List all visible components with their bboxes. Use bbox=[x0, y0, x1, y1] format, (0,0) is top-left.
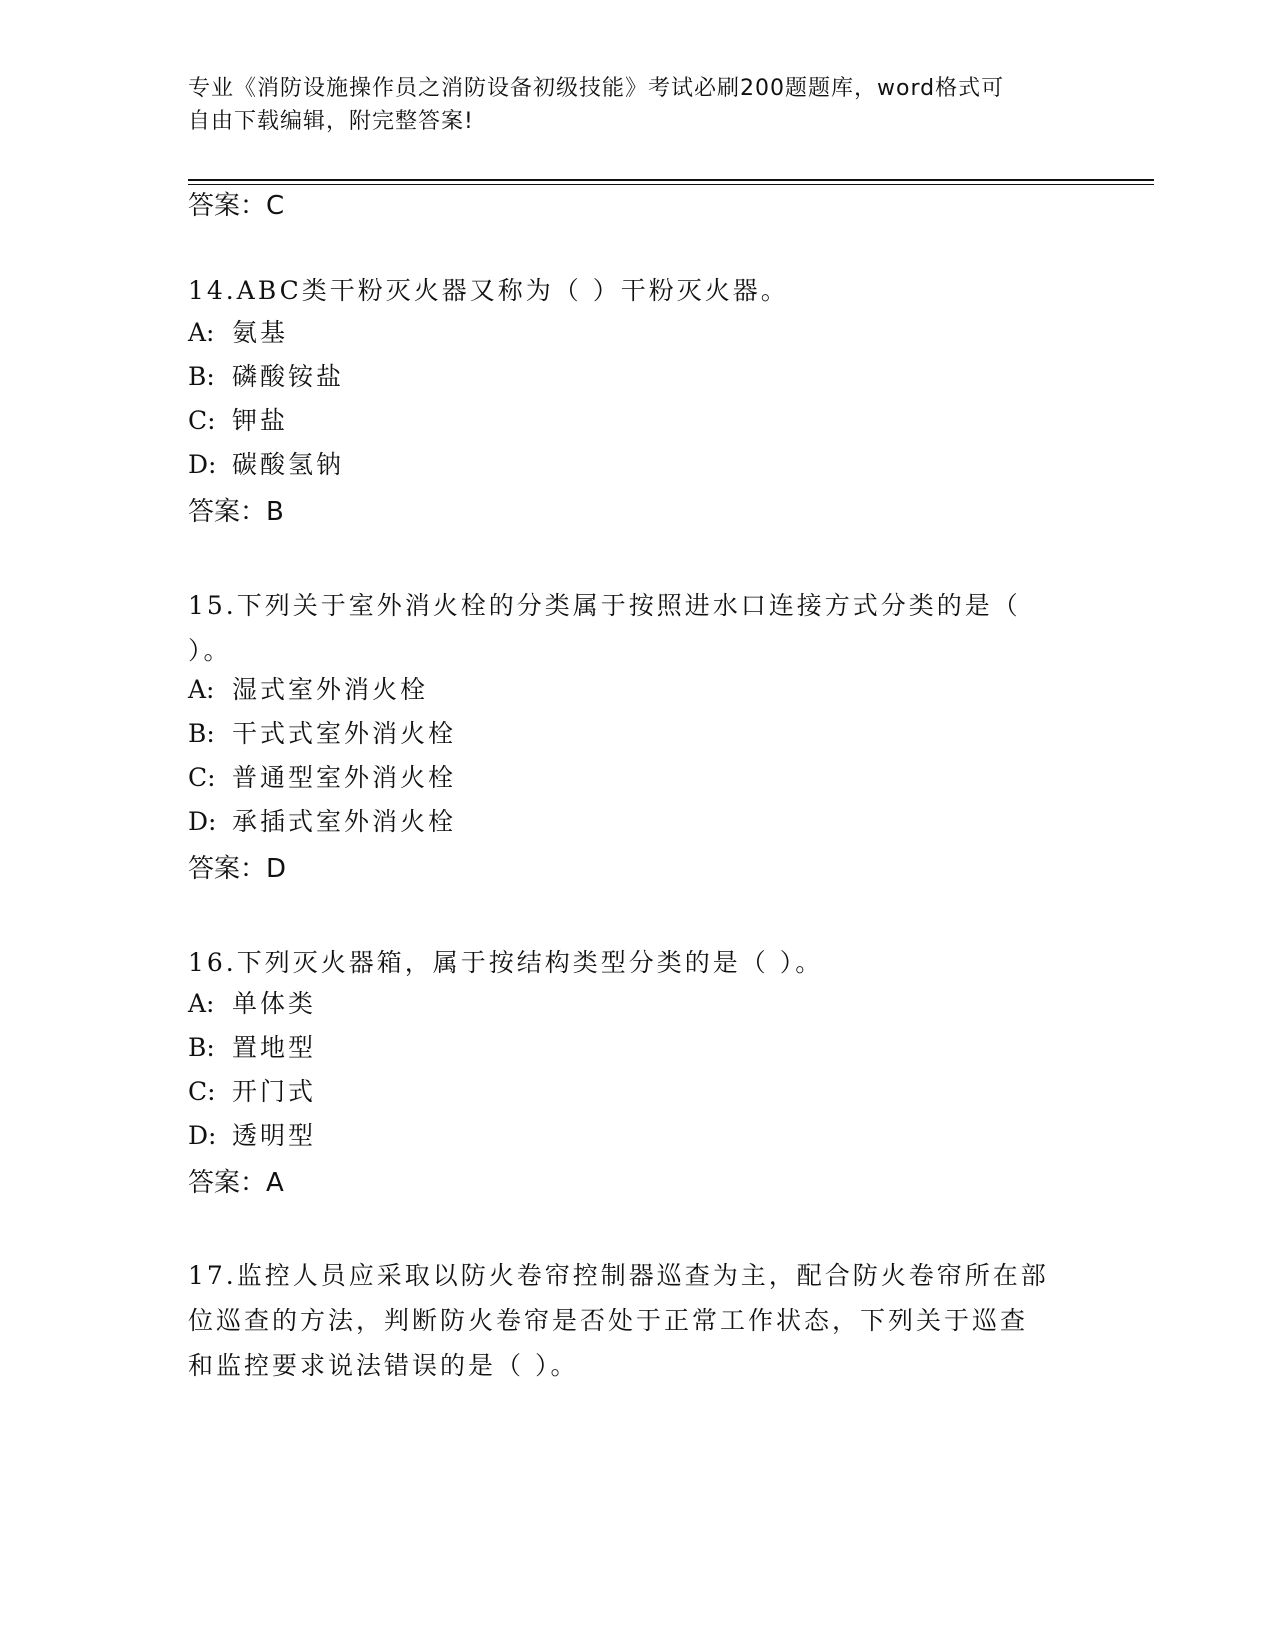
option-letter: C: bbox=[188, 763, 216, 792]
option-b bbox=[188, 718, 456, 750]
answer-line: 答案：D bbox=[188, 854, 287, 884]
question-15 bbox=[188, 583, 1088, 673]
option-c bbox=[188, 762, 456, 794]
option-a bbox=[188, 988, 316, 1020]
option-text: 透明型 bbox=[232, 1121, 317, 1150]
option-letter: A: bbox=[188, 318, 215, 347]
question-text: 17.监控人员应采取以防火卷帘控制器巡查为主，配合防火卷帘所在部 bbox=[188, 1261, 1049, 1290]
option-text: 氨基 bbox=[232, 318, 289, 347]
option-letter: B: bbox=[188, 362, 215, 391]
option-text: 开门式 bbox=[232, 1077, 317, 1106]
option-text: 碳酸氢钠 bbox=[232, 450, 345, 479]
option-letter: A: bbox=[188, 989, 215, 1018]
option-text: 单体类 bbox=[232, 989, 317, 1018]
option-text: 干式式室外消火栓 bbox=[232, 719, 457, 748]
question-text: ）。 bbox=[188, 636, 232, 665]
option-text: 湿式室外消火栓 bbox=[232, 675, 429, 704]
question-text: 16.下列灭火器箱，属于按结构类型分类的是（ ）。 bbox=[188, 948, 824, 977]
option-letter: D: bbox=[188, 450, 217, 479]
option-a bbox=[188, 317, 288, 349]
option-b bbox=[188, 361, 344, 393]
question-text: 位巡查的方法，判断防火卷帘是否处于正常工作状态，下列关于巡查 bbox=[188, 1306, 1029, 1335]
option-letter: D: bbox=[188, 1121, 217, 1150]
answer-line: 答案：A bbox=[188, 1168, 284, 1198]
answer-line: 答案：C bbox=[188, 191, 285, 221]
option-letter: C: bbox=[188, 406, 216, 435]
header-divider-thin bbox=[188, 184, 1154, 185]
option-d bbox=[188, 806, 456, 838]
option-text: 承插式室外消火栓 bbox=[232, 807, 457, 836]
option-c bbox=[188, 1076, 316, 1108]
option-d bbox=[188, 1120, 316, 1152]
option-text: 磷酸铵盐 bbox=[232, 362, 345, 391]
option-letter: D: bbox=[188, 807, 217, 836]
option-text: 置地型 bbox=[232, 1033, 317, 1062]
document-header bbox=[188, 72, 1088, 138]
header-line-1: 专业《消防设施操作员之消防设备初级技能》考试必刷200题题库，word格式可 bbox=[188, 76, 1005, 101]
option-letter: B: bbox=[188, 719, 215, 748]
answer-line: 答案：B bbox=[188, 497, 284, 527]
option-letter: B: bbox=[188, 1033, 215, 1062]
question-text: 和监控要求说法错误的是（ ）。 bbox=[188, 1351, 579, 1380]
question-17 bbox=[188, 1253, 1088, 1388]
question-text: 15.下列关于室外消火栓的分类属于按照进水口连接方式分类的是（ bbox=[188, 591, 1021, 620]
option-a bbox=[188, 674, 428, 706]
option-text: 钾盐 bbox=[232, 406, 289, 435]
option-letter: A: bbox=[188, 675, 215, 704]
option-d bbox=[188, 449, 344, 481]
question-16 bbox=[188, 940, 1088, 985]
option-letter: C: bbox=[188, 1077, 216, 1106]
question-text: 14.ABC类干粉灭火器又称为（ ）干粉灭火器。 bbox=[188, 276, 789, 305]
option-b bbox=[188, 1032, 316, 1064]
header-line-2: 自由下载编辑，附完整答案! bbox=[188, 109, 474, 134]
option-c bbox=[188, 405, 288, 437]
option-text: 普通型室外消火栓 bbox=[232, 763, 457, 792]
question-14 bbox=[188, 268, 1088, 313]
header-divider-thick bbox=[188, 179, 1154, 181]
